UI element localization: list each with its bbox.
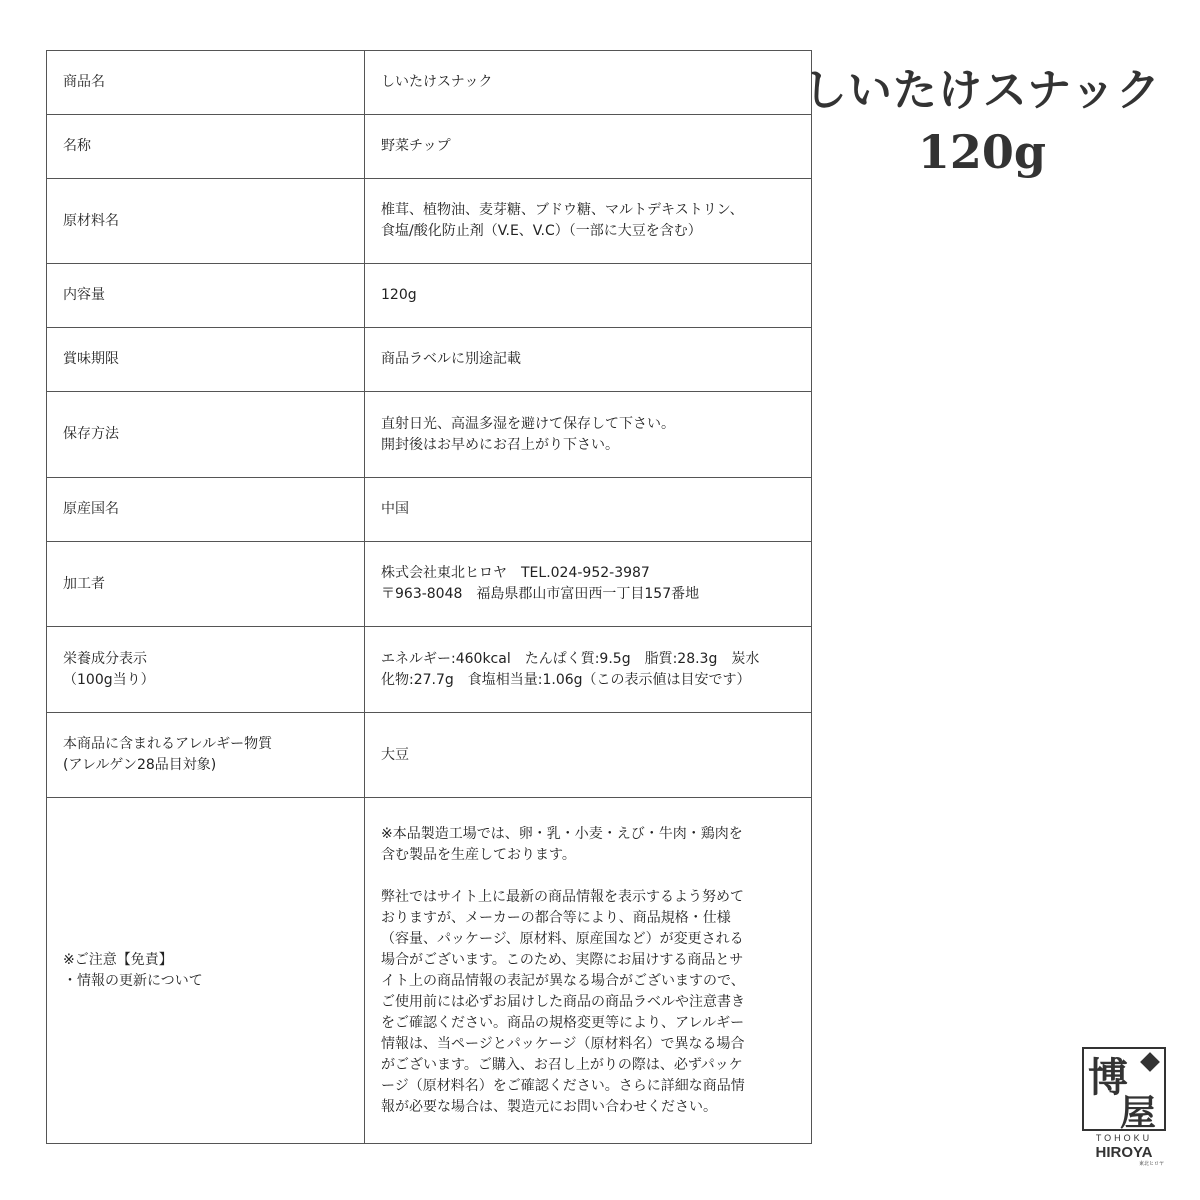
- product-spec-table: [46, 50, 812, 1144]
- row-label: 保存方法: [47, 392, 365, 478]
- table-row: [47, 542, 812, 627]
- table-row: [47, 115, 812, 179]
- table-row: [47, 51, 812, 115]
- table-row: [47, 478, 812, 542]
- table-row: [47, 713, 812, 798]
- row-value: しいたけスナック: [365, 51, 812, 115]
- row-value: 株式会社東北ヒロヤ TEL.024-952-3987 〒963-8048 福島県郡山市富田西一丁目157番地: [365, 542, 812, 627]
- table-row: [47, 328, 812, 392]
- row-value: 椎茸、植物油、麦芽糖、ブドウ糖、マルトデキストリン、 食塩/酸化防止剤（V.E、V.C）（一部に大豆を含む）: [365, 179, 812, 264]
- row-value: エネルギー:460kcal たんぱく質:9.5g 脂質:28.3g 炭水 化物:27.7g 食塩相当量:1.06g（この表示値は目安です）: [365, 627, 812, 713]
- row-value: 120g: [365, 264, 812, 328]
- product-weight-heading: 120g: [917, 125, 1047, 179]
- row-label: 栄養成分表示 （100g当り）: [47, 627, 365, 713]
- logo-kanji-sub: 屋: [1120, 1092, 1157, 1134]
- row-label: 原産国名: [47, 478, 365, 542]
- product-title: [802, 62, 1162, 184]
- row-label: 加工者: [47, 542, 365, 627]
- logo-mark: [1082, 1047, 1166, 1167]
- row-label: 商品名: [47, 51, 365, 115]
- row-label: ※ご注意【免責】 ・情報の更新について: [47, 798, 365, 1144]
- logo-brand-name: HIROYA: [1095, 1144, 1153, 1161]
- row-label: 賞味期限: [47, 328, 365, 392]
- row-label: 原材料名: [47, 179, 365, 264]
- logo-kanji-main: 博: [1088, 1054, 1128, 1101]
- logo-brand-small: 東北ヒロヤ: [1138, 1161, 1164, 1167]
- product-name-heading: しいたけスナック: [802, 65, 1162, 116]
- row-value: ※本品製造工場では、卵・乳・小麦・えび・牛肉・鶏肉を 含む製品を生産しております。 弊社ではサイト上に最新の商品情報を表示するよう努めて おりますが、メーカーの都合等により、商品規格・仕様 （容量、パッケージ、原材料、原産国など）が変更される 場合がございます。このため、実際にお届けする商品とサ イト上の商品情報の表記が異なる場合がございますので、 ご使用前には必ずお届けした商品の商品ラベルや注意書き をご確認ください。商品の規格変更等により、アレルギー 情報は、当ページとパッケージ（原材料名）で異なる場合 がございます。ご購入、お召し上がりの際は、必ずパッケ ージ（原材料名）をご確認ください。さらに詳細な商品情 報が必要な場合は、製造元にお問い合わせください。: [365, 798, 812, 1144]
- table-row: [47, 627, 812, 713]
- logo-brand-top: TOHOKU: [1095, 1133, 1153, 1143]
- table-row: [47, 179, 812, 264]
- table-row: [47, 798, 812, 1144]
- row-label: 内容量: [47, 264, 365, 328]
- row-label: 本商品に含まれるアレルギー物質 (アレルゲン28品目対象): [47, 713, 365, 798]
- row-value: 大豆: [365, 713, 812, 798]
- row-value: 野菜チップ: [365, 115, 812, 179]
- row-value: 商品ラベルに別途記載: [365, 328, 812, 392]
- table-row: [47, 392, 812, 478]
- row-value: 中国: [365, 478, 812, 542]
- row-label: 名称: [47, 115, 365, 179]
- table-row: [47, 264, 812, 328]
- row-value: 直射日光、高温多湿を避けて保存して下さい。 開封後はお早めにお召上がり下さい。: [365, 392, 812, 478]
- tohoku-hiroya-logo: [1082, 1047, 1166, 1167]
